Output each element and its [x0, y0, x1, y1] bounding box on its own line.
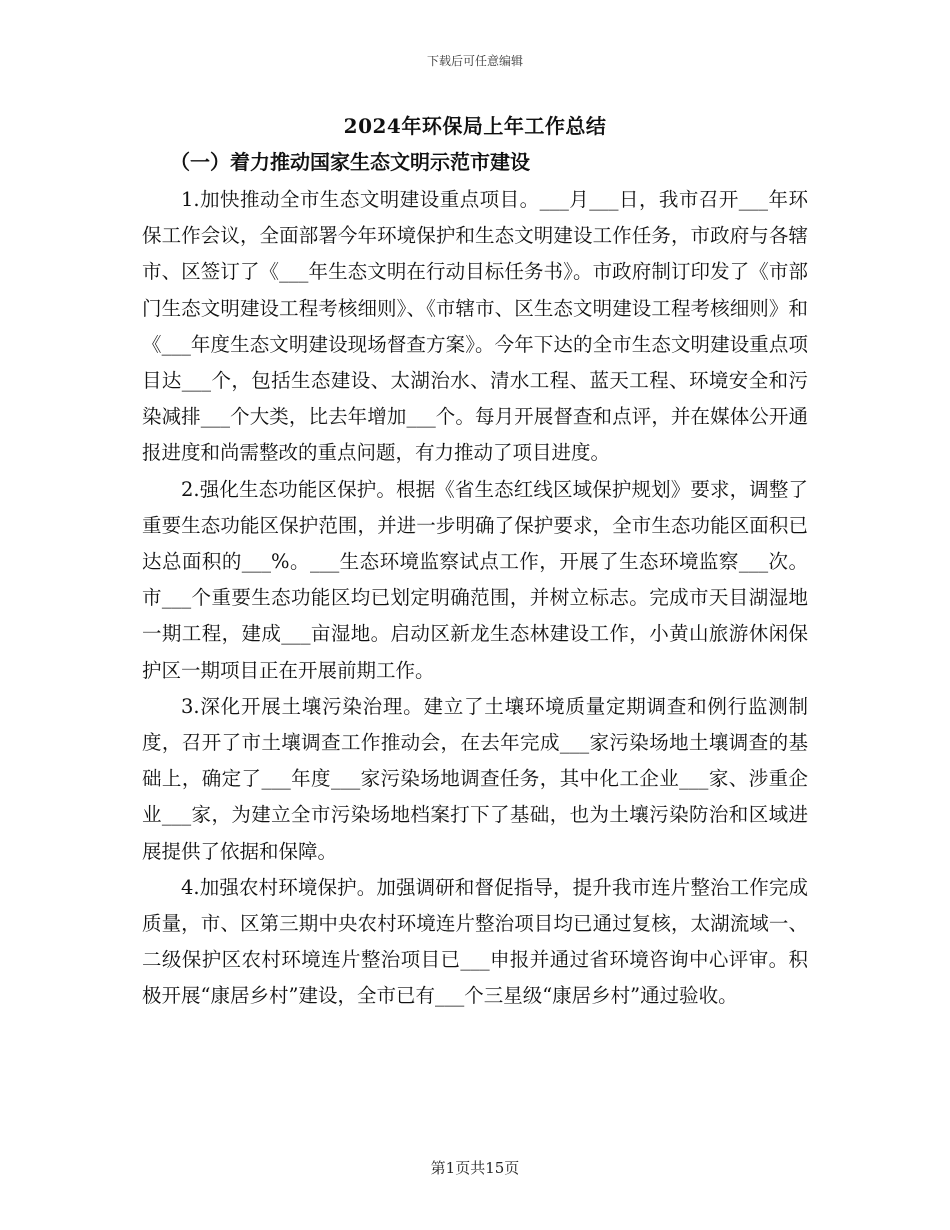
paragraph-4: 4.加强农村环境保护。加强调研和督促指导，提升我市连片整治工作完成质量，市、区第三期中央农村环境连片整治项目均已通过复核，太湖流域一、二级保护区农村环境连片整治项目已___申报并通过省环境咨询中心评审。积极开展“康居乡村”建设，全市已有___个三星级“康居乡村”通过验收。	[142, 875, 808, 1008]
section-heading: （一）着力推动国家生态文明示范市建设	[170, 150, 530, 174]
page-number-footer: 第1页共15页	[430, 1159, 520, 1177]
paragraph-2: 2.强化生态功能区保护。根据《省生态红线区域保护规划》要求，调整了重要生态功能区保护范围，并进一步明确了保护要求，全市生态功能区面积已达总面积的___%。___生态环境监察试点工作，开展了生态环境监察___次。市___个重要生态功能区均已划定明确范围，并树立标志。完成市天目湖湿地一期工程，建成___亩湿地。启动区新龙生态林建设工作，小黄山旅游休闲保护区一期项目正在开展前期工作。	[142, 477, 808, 682]
paragraph-3: 3.深化开展土壤污染治理。建立了土壤环境质量定期调查和例行监测制度，召开了市土壤调查工作推动会，在去年完成___家污染场地土壤调查的基础上，确定了___年度___家污染场地调查任务，其中化工企业___家、涉重企业___家，为建立全市污染场地档案打下了基础，也为土壤污染防治和区域进展提供了依据和保障。	[142, 694, 808, 863]
document-title: 2024年环保局上年工作总结	[343, 114, 607, 138]
paragraph-1: 1.加快推动全市生态文明建设重点项目。___月___日，我市召开___年环保工作会议，全面部署今年环境保护和生态文明建设工作任务，市政府与各辖市、区签订了《___年生态文明在行动目标任务书》。市政府制订印发了《市部门生态文明建设工程考核细则》、《市辖市、区生态文明建设工程考核细则》和《___年度生态文明建设现场督查方案》。今年下达的全市生态文明建设重点项目达___个，包括生态建设、太湖治水、清水工程、蓝天工程、环境安全和污染减排___个大类，比去年增加___个。每月开展督查和点评，并在媒体公开通报进度和尚需整改的重点问题，有力推动了项目进度。	[142, 188, 808, 465]
header-note: 下载后可任意编辑	[426, 54, 523, 68]
document-body	[142, 182, 808, 1015]
